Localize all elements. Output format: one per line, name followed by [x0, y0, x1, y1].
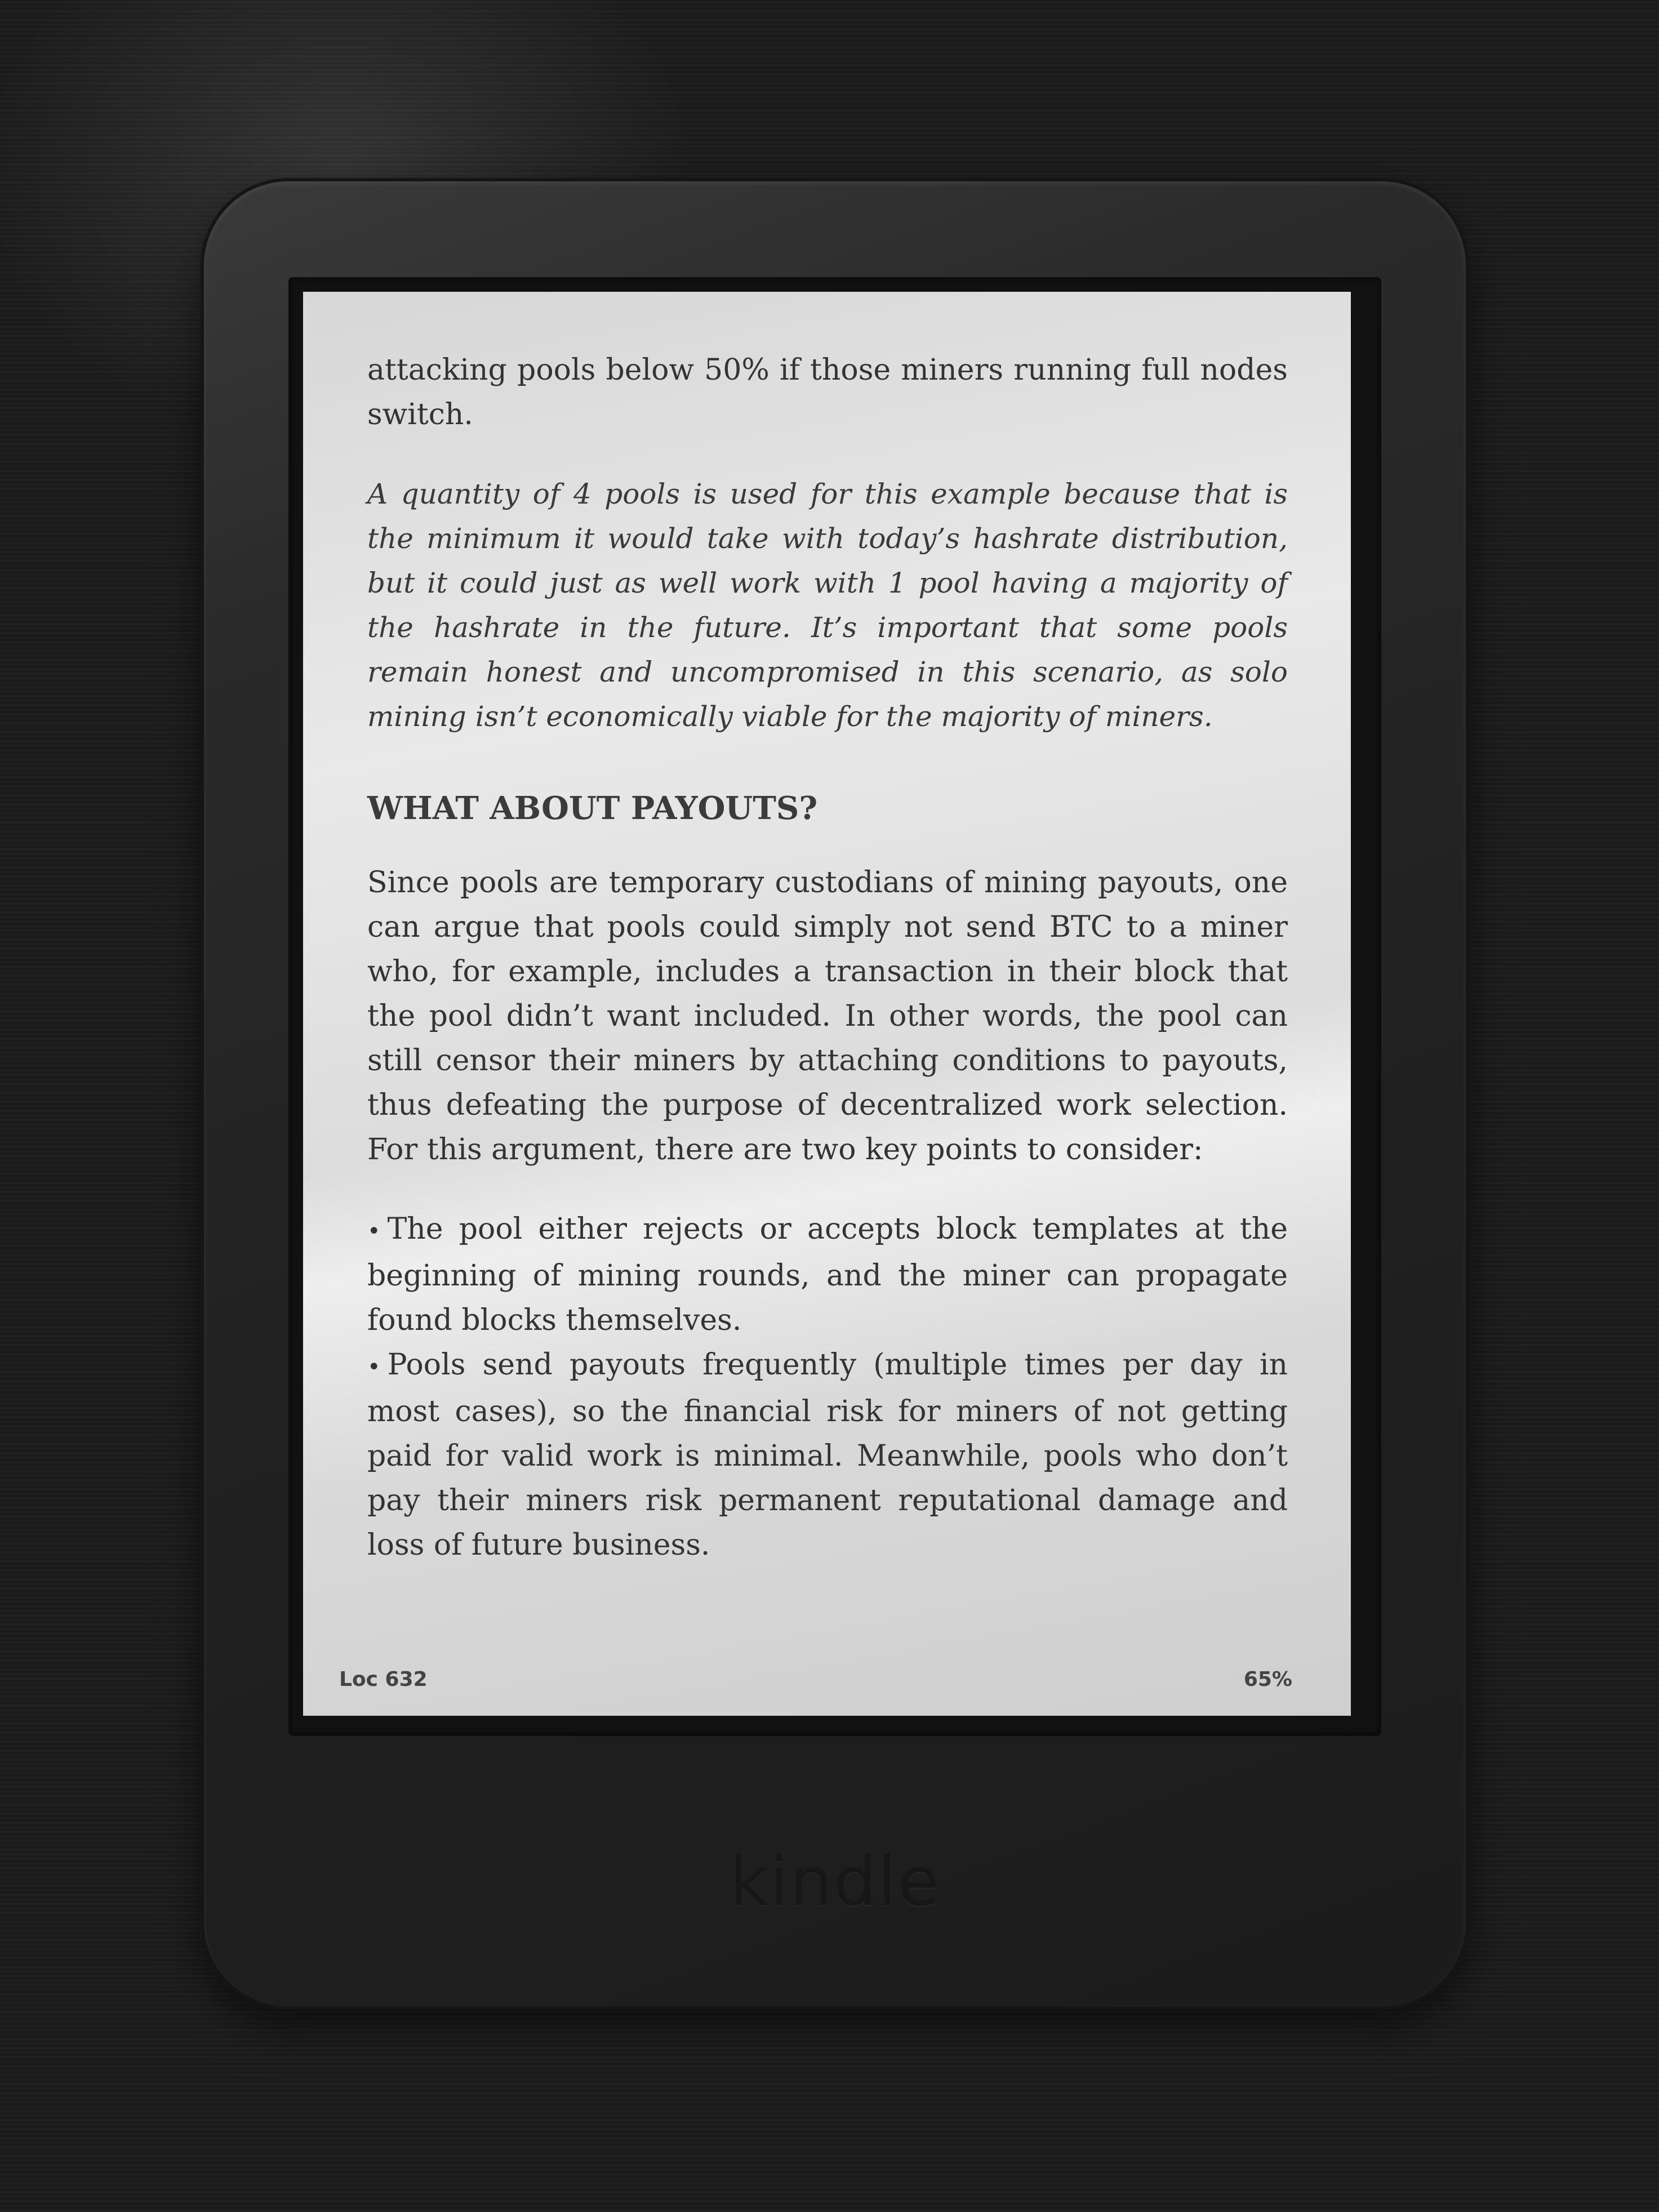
- progress-percent[interactable]: 65%: [1243, 1668, 1292, 1691]
- e-reader-device: [204, 181, 1466, 2006]
- page-content: [367, 348, 1288, 1568]
- list-item: [367, 1343, 1288, 1568]
- kindle-logo-text: kindle: [729, 1843, 941, 1921]
- e-ink-screen[interactable]: [303, 292, 1351, 1716]
- bullet-text: Pools send payouts frequently (multiple times per day in most cases), so the financial risk for miners of not getting paid for valid work is minimal. Meanwhile, pools who don’t pay their miners risk permanent reputational damage and loss of future business.: [367, 1348, 1288, 1562]
- paragraph-continuation: attacking pools below 50% if those miners running full nodes switch.: [367, 353, 1288, 431]
- screen-bezel: [288, 277, 1381, 1736]
- italic-note-paragraph: A quantity of 4 pools is used for this example because that is the minimum it would take with today’s hashrate distribution, but it could just as well work with 1 pool having a majority of the hashrate in the future. It’s important that some pools remain honest and uncompromised in this scenario, as solo mining isn’t economically viable for the majority of miners.: [367, 478, 1288, 733]
- kindle-logo: [204, 1843, 1466, 1921]
- list-item: [367, 1207, 1288, 1343]
- bullet-marker: •: [367, 1218, 381, 1244]
- body-paragraph: Since pools are temporary custodians of mining payouts, one can argue that pools could simply not send BTC to a miner who, for example, includes a transaction in their block that the pool didn’t want included. In other words, the pool can still censor their miners by attaching conditions to payouts, thus defeating the purpose of decentralized work selection. For this argument, there are two key points to consider:: [367, 866, 1288, 1167]
- location-indicator[interactable]: Loc 632: [339, 1668, 428, 1691]
- bullet-text: The pool either rejects or accepts block templates at the beginning of mining rounds, and the miner can propagate found blocks themselves.: [367, 1212, 1288, 1337]
- bullet-marker: •: [367, 1354, 381, 1380]
- section-heading: WHAT ABOUT PAYOUTS?: [367, 790, 818, 827]
- bullet-list: [367, 1207, 1288, 1568]
